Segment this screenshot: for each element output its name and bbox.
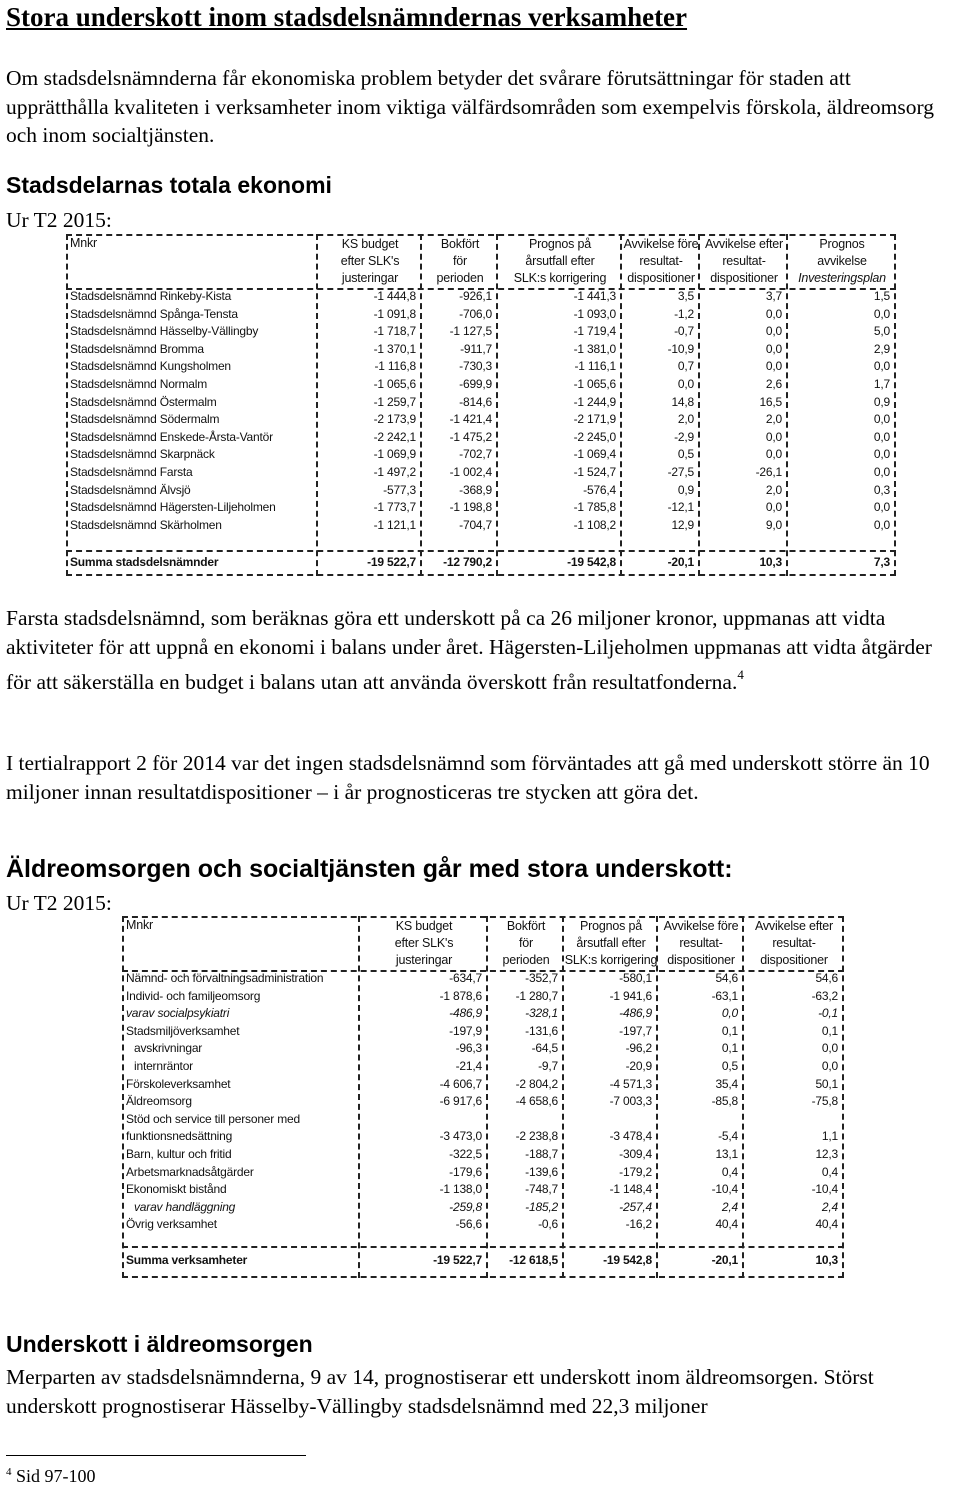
table-row [122,1024,844,1041]
row-value: 12,3 [815,1147,838,1161]
source-lead-1: Ur T2 2015: [6,208,112,232]
row-label: Förskoleverksamhet [126,1076,231,1091]
row-label: varav handläggning [134,1199,236,1214]
row-value: -20,9 [625,1059,652,1073]
table-row [122,1217,844,1234]
row-value: -131,6 [525,1023,558,1038]
table-row [122,1077,844,1094]
row-value: 0,5 [677,447,694,462]
total-value: -20,1 [667,555,694,569]
row-value: -10,9 [667,341,694,356]
row-label: Stadsdelsnämnd Hägersten-Liljeholmen [70,500,276,515]
row-value: -10,4 [711,1182,738,1197]
row-value: -706,0 [459,306,492,321]
total-value: 7,3 [873,555,890,569]
column-header-line: Bokfört [506,919,546,933]
row-value: 2,9 [873,341,890,356]
row-value: 50,1 [815,1076,838,1091]
column-header-line: Bokfört [440,237,480,251]
row-value: -1 148,4 [609,1182,652,1197]
row-value: -1 773,7 [373,500,416,515]
column-header-line: för [453,254,467,268]
row-value: 0,0 [721,1006,738,1021]
total-value: 10,3 [759,555,782,569]
table-row [66,518,896,535]
row-value: -1 093,0 [573,306,616,321]
row-value: 0,0 [765,447,782,462]
row-value: 54,6 [715,971,738,985]
tertial-paragraph: I tertialrapport 2 för 2014 var det ingen stadsdelsnämnd som förväntades att gå med underskott större än 10 miljoner innan resultatdispositioner – i år prognosticeras tre stycken att göra det. [6,751,930,804]
column-header-line: SLK:s korrigering [513,271,607,285]
row-value: -2,9 [674,429,694,444]
column-header [422,236,498,287]
row-label: Ekonomiskt bistånd [126,1182,227,1197]
row-value: -1 121,1 [373,517,416,532]
row-value: -1 198,8 [449,500,492,515]
row-value: 0,7 [677,359,694,374]
row-label: Stadsdelsnämnd Spånga-Tensta [70,306,238,321]
column-header-line: SLK:s korrigering [564,953,658,967]
row-value: 0,1 [721,1041,738,1056]
row-value: 1,1 [821,1129,838,1144]
row-value: -16,2 [625,1217,652,1232]
row-label: Stadsdelsnämnd Enskede-Årsta-Vantör [70,429,273,444]
row-value: -96,2 [625,1041,652,1056]
table-corner-label: Mnkr [126,918,153,932]
row-value: 0,0 [873,429,890,444]
total-label: Summa verksamheter [126,1253,248,1267]
row-value: 0,1 [721,1023,738,1038]
footnote-reference[interactable]: 4 [737,667,744,682]
row-value: -0,6 [538,1217,558,1232]
total-row [122,1253,844,1270]
column-header-line: Prognos på [580,919,642,933]
row-value: 1,5 [873,289,890,303]
row-value: -188,7 [525,1147,558,1161]
column-header [788,236,896,287]
row-label: Stadsdelsnämnd Älvsjö [70,482,191,497]
table-row [122,1059,844,1076]
row-value: 0,0 [873,447,890,462]
row-value: -576,4 [583,482,616,497]
row-value: -580,1 [619,971,652,985]
column-header-line: Avvikelse före [623,237,699,251]
row-value: 0,0 [873,465,890,479]
row-value: -1 244,9 [573,394,616,409]
column-header-line: justeringar [341,271,399,285]
table-row [122,1147,844,1164]
row-value: 0,5 [721,1059,738,1073]
column-header [498,236,622,287]
row-value: 2,0 [765,482,782,497]
row-value: -1 718,7 [373,324,416,339]
row-value: -1 497,2 [373,465,416,479]
row-value: 40,4 [715,1217,738,1232]
row-value: -3 473,0 [439,1129,482,1144]
table-border-bottom [122,1276,844,1278]
row-value: -486,9 [449,1006,482,1021]
column-header [360,918,488,969]
row-value: 35,4 [715,1076,738,1091]
row-value: -197,7 [619,1023,652,1038]
intro-paragraph: Om stadsdelsnämnderna får ekonomiska problem betyder det svårare förutsättningar för staden att upprätthålla kvaliteten i verksamheter inom viktiga välfärdsområden som exempelvis förskola, äldreomsorg och inom socialtjänsten. [6,66,935,147]
row-label: Stadsdelsnämnd Östermalm [70,394,217,409]
row-value: -2 804,2 [515,1076,558,1091]
row-value: -2 238,8 [515,1129,558,1144]
row-value: -352,7 [525,971,558,985]
column-header-line: dispositioner [627,271,695,285]
column-header [488,918,564,969]
row-value: -368,9 [459,482,492,497]
source-lead-2: Ur T2 2015: [6,891,112,915]
row-value: 0,1 [821,1023,838,1038]
row-value: 0,0 [765,306,782,321]
row-value: -1 127,5 [449,324,492,339]
row-value: -748,7 [525,1182,558,1197]
row-value: -2 171,9 [573,412,616,427]
row-label: Stadsdelsnämnd Skarpnäck [70,447,215,462]
row-value: -1 475,2 [449,429,492,444]
column-header-line: resultat- [639,254,683,268]
row-value: -2 245,0 [573,429,616,444]
row-value: -1 259,7 [373,394,416,409]
footnote: $^4$ Sid 97-100 [6,1466,96,1486]
table-row [66,500,896,517]
row-label: Stadsmiljöverksamhet [126,1023,240,1038]
row-value: 16,5 [759,394,782,409]
row-value: -63,2 [811,988,838,1003]
row-value: 40,4 [815,1217,838,1232]
row-label: Stadsdelsnämnd Rinkeby-Kista [70,289,232,303]
column-header-line: resultat- [679,936,723,950]
row-value: -0,1 [818,1006,838,1021]
row-value: -21,4 [455,1059,482,1073]
total-separator [122,1246,844,1248]
row-value: 2,0 [677,412,694,427]
row-value: -1 444,8 [373,289,416,303]
total-value: -19 542,8 [567,555,616,569]
table-row [66,465,896,482]
row-value: -1 524,7 [573,465,616,479]
row-value: -139,6 [525,1164,558,1179]
row-value: -5,4 [718,1129,738,1144]
row-value: -702,7 [459,447,492,462]
column-header [622,236,700,287]
row-value: 0,0 [873,359,890,374]
farsta-paragraph: Farsta stadsdelsnämnd, som beräknas göra ett underskott på ca 26 miljoner kronor, uppmanas att vidta aktiviteter för att uppnå en ekonomi i balans under året. Hägersten-Liljeholmen uppmanas att vidta åtgärder för att säkerställa en budget i balans utan att använda överskott från resultatfonderna.$^4$ [6,606,932,694]
column-header-line: Avvikelse efter [754,919,834,933]
row-value: 0,0 [821,1041,838,1056]
column-header-line: dispositioner [760,953,828,967]
row-value: -2 242,1 [373,429,416,444]
column-header-line: Investeringsplan [798,271,886,285]
row-label: Stadsdelsnämnd Bromma [70,341,204,356]
row-value: -96,3 [455,1041,482,1056]
row-value: -1 878,6 [439,988,482,1003]
row-value: -1 116,8 [374,359,416,374]
table-row [66,359,896,376]
table-row [66,430,896,447]
row-value: -1 785,8 [573,500,616,515]
row-value: -1 381,0 [573,341,616,356]
row-value: -75,8 [811,1094,838,1109]
row-value: -577,3 [383,482,416,497]
column-header-line: KS budget [395,919,453,933]
row-value: -1 069,4 [573,447,616,462]
row-value: -197,9 [449,1023,482,1038]
table-row [122,1094,844,1111]
row-label: avskrivningar [134,1041,203,1056]
row-value: -4 606,7 [439,1076,482,1091]
row-value: -328,1 [525,1006,558,1021]
row-value: 9,0 [765,517,782,532]
row-value: -911,7 [460,341,492,356]
row-value: 14,8 [671,394,694,409]
column-header-line: Prognos [819,237,865,251]
row-value: -926,1 [459,289,492,303]
row-value: 0,0 [765,359,782,374]
row-value: -56,6 [455,1217,482,1232]
row-label: Stadsdelsnämnd Södermalm [70,412,220,427]
table-row [122,1165,844,1182]
row-value: -486,9 [619,1006,652,1021]
district-economy-table [66,234,896,576]
row-value: -1 441,3 [573,289,616,303]
row-value: -322,5 [449,1147,482,1161]
row-value: -4 571,3 [609,1076,652,1091]
row-value: -27,5 [667,465,694,479]
column-header-line: Avvikelse efter [704,237,784,251]
total-value: -12 790,2 [443,555,492,569]
column-header-line: resultat- [722,254,766,268]
column-header [564,918,658,969]
row-value: -2 173,9 [373,412,416,427]
row-label: Stöd och service till personer med [126,1111,300,1126]
column-header [700,236,788,287]
elderly-deficit-paragraph: Merparten av stadsdelsnämnderna, 9 av 14, prognostiserar ett underskott inom äldreomsorgen. Störst underskott prognostiserar Hässelby-Vällingby stadsdelsnämnd med 22,3 miljoner [6,1365,874,1418]
row-value: -1 719,4 [573,324,616,339]
row-label: Stadsdelsnämnd Normalm [70,377,207,391]
table-row [66,342,896,359]
table-row [122,1129,844,1146]
total-value: -20,1 [711,1253,738,1267]
row-value: 12,9 [671,517,694,532]
row-value: -3 478,4 [609,1129,652,1144]
row-label: Individ- och familjeomsorg [126,988,261,1003]
column-header-line: årsutfall efter [525,254,595,268]
total-label: Summa stadsdelsnämnder [70,555,219,569]
row-value: 2,0 [765,412,782,427]
column-header-line: KS budget [341,237,399,251]
row-value: -1 069,9 [373,447,416,462]
row-value: 3,7 [765,289,782,303]
column-header-line: årsutfall efter [576,936,646,950]
row-label: Äldreomsorg [126,1094,192,1109]
total-value: -19 522,7 [433,1253,482,1267]
table-row [122,989,844,1006]
section-heading-elderly-deficit: Underskott i äldreomsorgen [6,1331,313,1357]
row-value: -1 138,0 [439,1182,482,1197]
section-heading-total-economy: Stadsdelarnas totala ekonomi [6,172,332,198]
row-value: -6 917,6 [439,1094,482,1109]
column-header-line: efter SLK's [394,936,454,950]
table-row [66,483,896,500]
column-header-line: dispositioner [667,953,735,967]
row-value: -12,1 [667,500,694,515]
row-value: 1,7 [873,377,890,391]
row-value: -730,3 [459,359,492,374]
column-header-line: dispositioner [710,271,778,285]
table-row [122,1200,844,1217]
total-value: 10,3 [815,1253,838,1267]
table-row [66,289,896,306]
total-row [66,555,896,572]
row-value: 2,4 [821,1199,838,1214]
row-value: -1 421,4 [449,412,492,427]
row-value: -1 065,6 [573,377,616,391]
row-value: 0,0 [765,341,782,356]
row-value: 0,4 [821,1164,838,1179]
row-value: -634,7 [449,971,482,985]
row-value: -257,4 [619,1199,652,1214]
row-label: Barn, kultur och fritid [126,1147,232,1161]
row-value: -1,2 [674,306,694,321]
row-value: 0,0 [765,429,782,444]
table-row [122,1006,844,1023]
total-value: -19 542,8 [603,1253,652,1267]
column-header-line: Avvikelse före [663,919,739,933]
row-value: 2,4 [721,1199,738,1214]
row-value: -309,4 [619,1147,652,1161]
row-label: internräntor [134,1059,193,1073]
column-header-line: Prognos på [529,237,591,251]
row-value: -704,7 [459,517,492,532]
table-row [66,324,896,341]
row-value: -814,6 [459,394,492,409]
table-border-bottom [66,574,896,576]
row-value: -26,1 [755,465,782,479]
row-value: -1 091,8 [373,306,416,321]
row-label: Stadsdelsnämnd Hässelby-Vällingby [70,324,259,339]
row-value: 0,9 [677,482,694,497]
table-row [122,1182,844,1199]
column-header-line: resultat- [772,936,816,950]
row-value: -9,7 [538,1059,558,1073]
row-value: -0,7 [674,324,694,339]
row-value: -1 065,6 [373,377,416,391]
row-label: Stadsdelsnämnd Skärholmen [70,517,222,532]
section-heading-elderly-care: Äldreomsorgen och socialtjänsten går med stora underskott: [6,855,733,883]
row-value: 0,0 [873,517,890,532]
row-value: -85,8 [711,1094,738,1109]
total-value: -19 522,7 [367,555,416,569]
row-label: Nämnd- och förvaltningsadministration [126,971,324,985]
row-value: -1 116,1 [574,359,616,374]
table-row [66,412,896,429]
table-row [122,1112,844,1129]
table-row [66,395,896,412]
row-value: 0,4 [721,1164,738,1179]
total-value: -12 618,5 [509,1253,558,1267]
table-row [66,307,896,324]
row-value: -4 658,6 [515,1094,558,1109]
footnote-separator [6,1455,306,1456]
row-value: 0,0 [765,500,782,515]
row-value: -1 941,6 [609,988,652,1003]
row-value: 3,5 [677,289,694,303]
row-value: 0,0 [765,324,782,339]
row-value: 0,0 [873,412,890,427]
column-header [318,236,422,287]
row-value: -185,2 [525,1199,558,1214]
row-label: Stadsdelsnämnd Kungsholmen [70,359,231,374]
row-value: -7 003,3 [609,1094,652,1109]
row-value: 0,3 [873,482,890,497]
row-value: -1 370,1 [373,341,416,356]
row-value: -1 280,7 [515,988,558,1003]
row-value: -1 002,4 [449,465,492,479]
column-header-line: perioden [436,271,484,285]
row-value: 0,0 [677,377,694,391]
row-value: -1 108,2 [573,517,616,532]
row-value: -179,2 [619,1164,652,1179]
row-value: 13,1 [715,1147,738,1161]
column-header-line: för [519,936,533,950]
row-value: -179,6 [449,1164,482,1179]
column-header-line: avvikelse [817,254,867,268]
row-label: Stadsdelsnämnd Farsta [70,465,193,479]
row-value: 0,0 [873,500,890,515]
column-header [658,918,744,969]
row-value: 54,6 [815,971,838,985]
activity-economy-table [122,916,844,1278]
table-row [66,377,896,394]
column-header-line: perioden [502,953,550,967]
column-header-line: efter SLK's [340,254,400,268]
row-label: Arbetsmarknadsåtgärder [126,1164,254,1179]
row-value: 0,9 [873,394,890,409]
table-row [66,447,896,464]
total-separator [66,550,896,552]
table-corner-label: Mnkr [70,236,97,250]
table-row [122,1041,844,1058]
row-value: -63,1 [711,988,738,1003]
row-label: funktionsnedsättning [126,1129,233,1144]
page-title: Stora underskott inom stadsdelsnämndernas verksamheter [6,2,688,32]
row-label: varav socialpsykiatri [126,1006,230,1021]
row-value: 5,0 [873,324,890,339]
row-value: -699,9 [459,377,492,391]
row-value: -259,8 [449,1199,482,1214]
column-header [744,918,844,969]
row-label: Övrig verksamhet [126,1217,217,1232]
row-value: -10,4 [811,1182,838,1197]
column-header-line: justeringar [395,953,453,967]
row-value: 0,0 [873,306,890,321]
row-value: -64,5 [531,1041,558,1056]
row-value: 0,0 [821,1059,838,1073]
table-row [122,971,844,988]
row-value: 2,6 [765,377,782,391]
